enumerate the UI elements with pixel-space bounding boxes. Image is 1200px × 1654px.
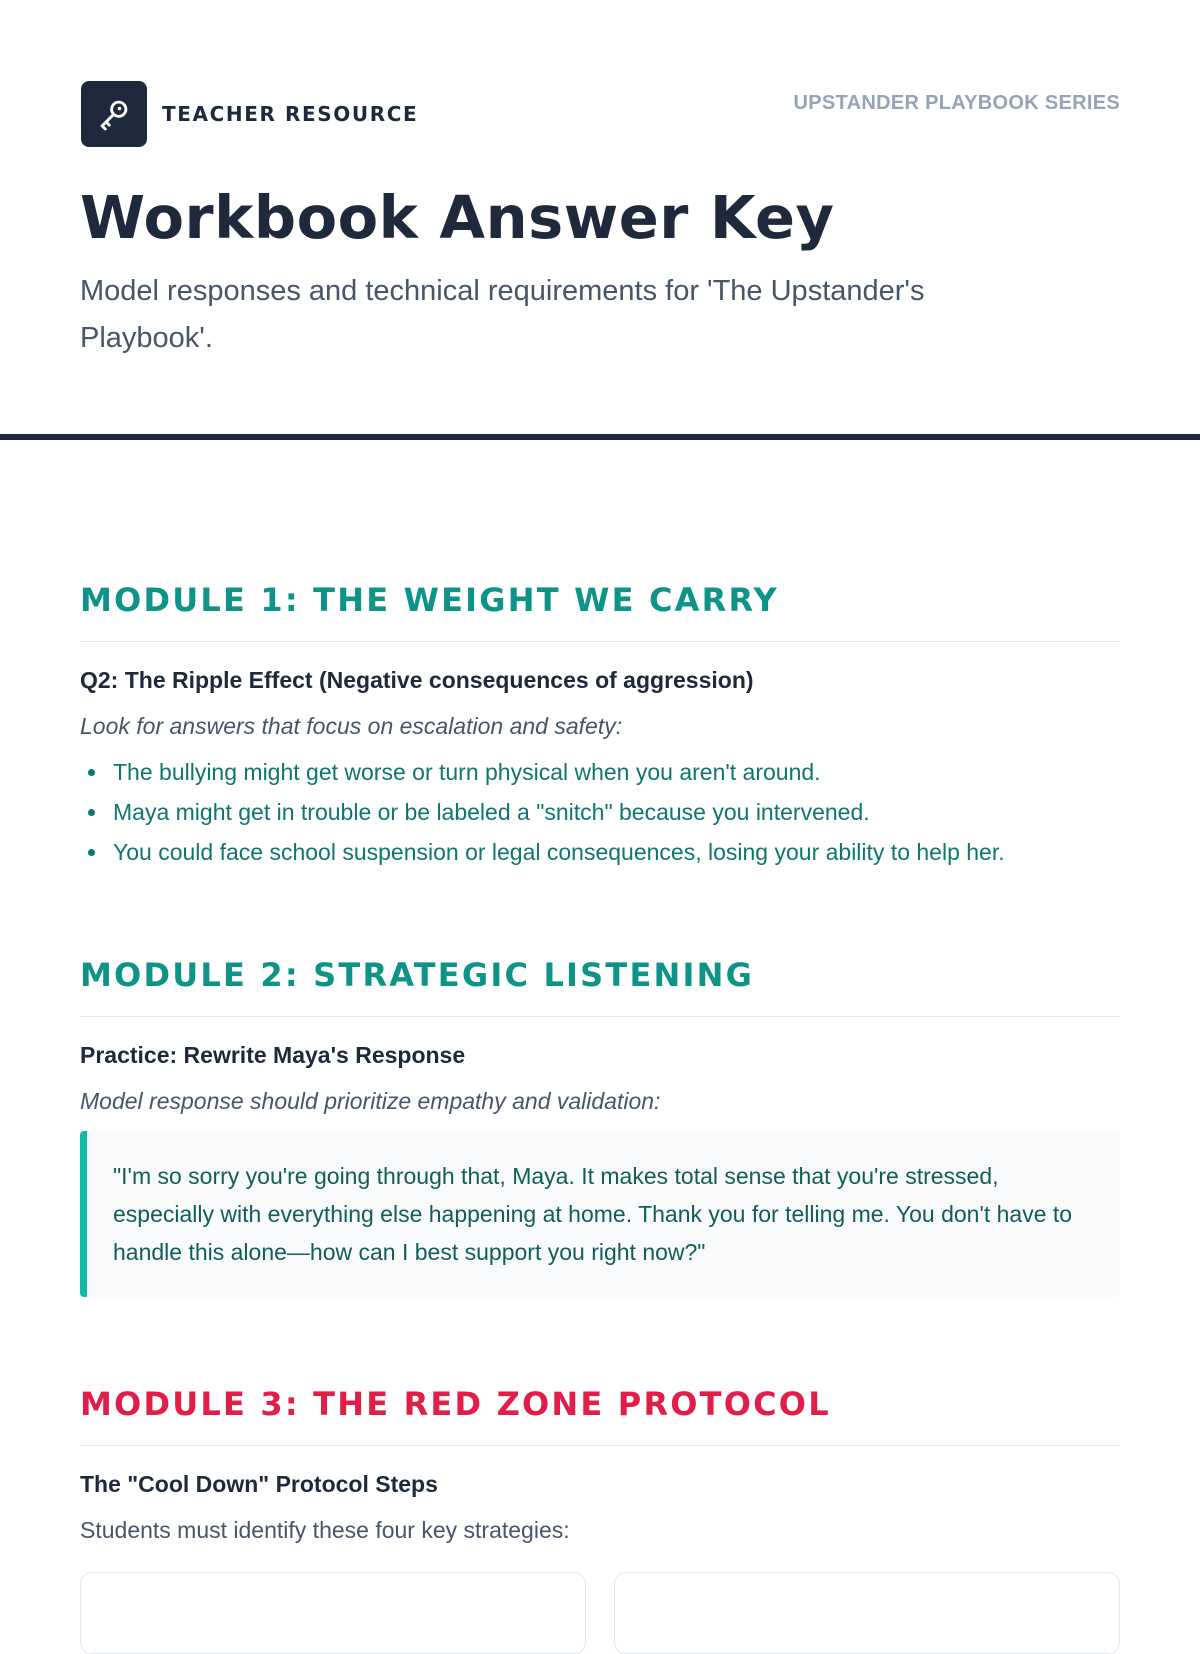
model-response-quote: "I'm so sorry you're going through that, Maya. It makes total sense that you're stressed, especially with everything else happening at home. Thank you for telling me. You don't have to handle this alone—how can I best support you right now?" — [80, 1131, 1120, 1297]
brand-label: TEACHER RESOURCE — [162, 102, 419, 126]
question-note: Students must identify these four key strategies: — [80, 1517, 570, 1543]
brand — [81, 81, 418, 147]
page-subtitle: Model responses and technical requirements for 'The Upstander's Playbook'. — [80, 275, 925, 354]
question-note: Look for answers that focus on escalation and safety: — [80, 713, 623, 739]
module-1 — [80, 580, 1120, 872]
module-title: MODULE 3: THE RED ZONE PROTOCOL — [80, 1384, 1120, 1446]
module-title: MODULE 2: STRATEGIC LISTENING — [80, 955, 1120, 1017]
page-title: Workbook Answer Key — [80, 183, 835, 252]
question-title: Q2: The Ripple Effect (Negative consequences of aggression) — [80, 667, 754, 693]
bullet-icon — [88, 769, 95, 776]
answer-list — [80, 752, 1120, 872]
bullet-icon — [88, 849, 95, 856]
answer-text: Maya might get in trouble or be labeled a "snitch" because you intervened. — [113, 799, 870, 825]
module-2 — [80, 955, 1120, 1297]
module-3 — [80, 1384, 1120, 1546]
list-item — [80, 792, 1120, 832]
answer-text: The bullying might get worse or turn physical when you aren't around. — [113, 759, 821, 785]
strategy-card — [80, 1572, 586, 1654]
page-header — [0, 0, 1200, 440]
strategy-cards — [80, 1572, 1120, 1654]
list-item — [80, 832, 1120, 872]
question-title: Practice: Rewrite Maya's Response — [80, 1042, 466, 1068]
bullet-icon — [88, 809, 95, 816]
key-icon — [81, 81, 147, 147]
list-item — [80, 752, 1120, 792]
answer-text: You could face school suspension or legal consequences, losing your ability to help her. — [113, 839, 1005, 865]
series-label: UPSTANDER PLAYBOOK SERIES — [793, 92, 1120, 114]
strategy-card — [614, 1572, 1120, 1654]
question-note: Model response should prioritize empathy and validation: — [80, 1088, 661, 1114]
question-title: The "Cool Down" Protocol Steps — [80, 1471, 438, 1497]
module-title: MODULE 1: THE WEIGHT WE CARRY — [80, 580, 1120, 642]
